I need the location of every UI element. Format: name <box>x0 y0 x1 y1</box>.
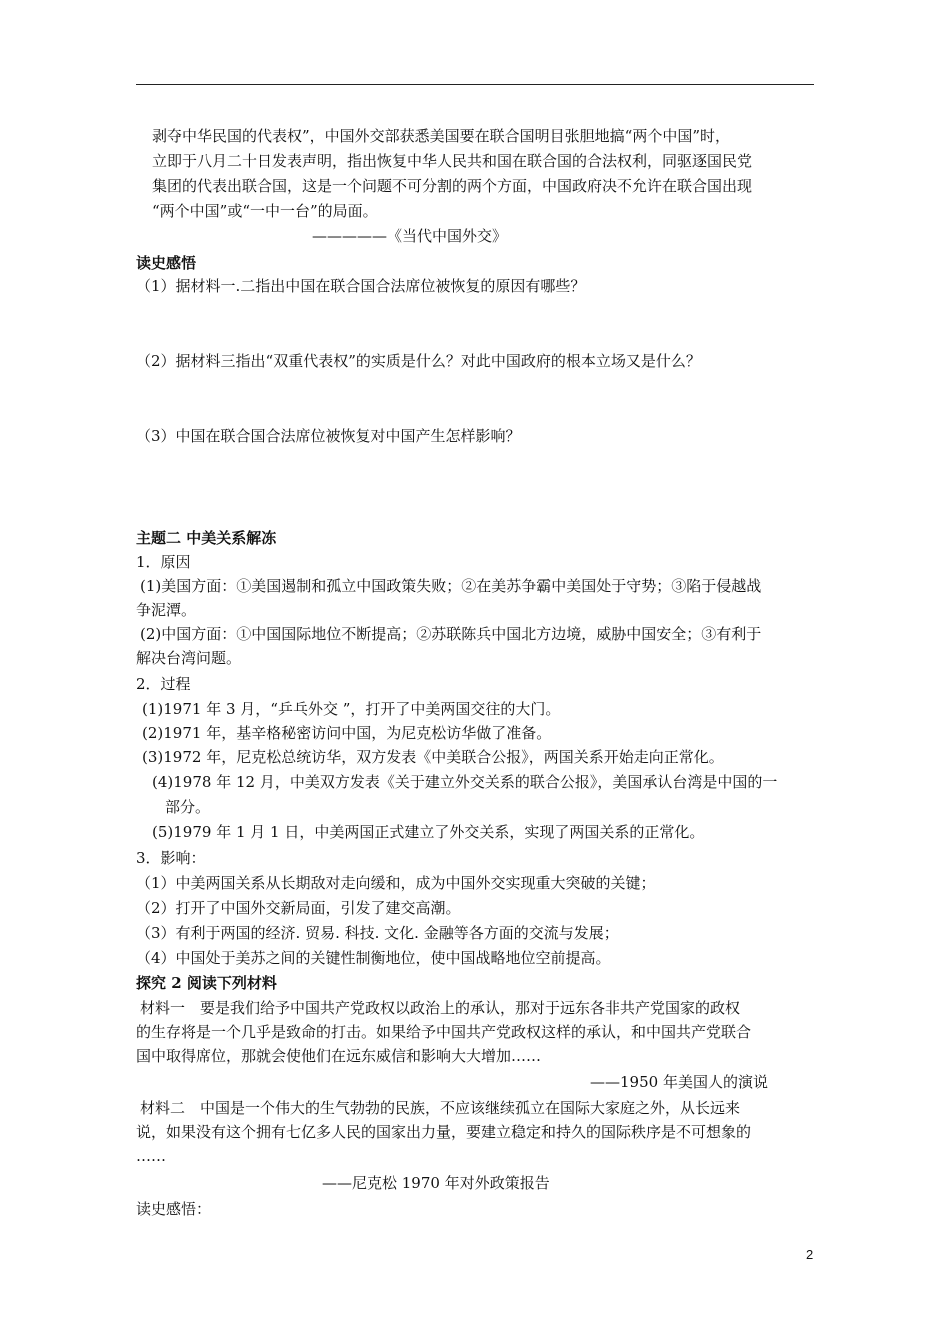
page-number: 2 <box>806 1247 814 1262</box>
process-item-4-line-2: 部分。 <box>165 798 211 816</box>
material1-source: ——1950 年美国人的演说 <box>590 1073 768 1091</box>
inquiry2-heading: 探究 2 阅读下列材料 <box>136 974 277 992</box>
process-item-2: (2)1971 年，基辛格秘密访问中国，为尼克松访华做了准备。 <box>142 724 552 742</box>
impact-item-3: （3）有利于两国的经济. 贸易. 科技. 文化. 金融等各方面的交流与发展； <box>136 924 619 942</box>
cause-2-line-2: 解决台湾问题。 <box>136 649 242 667</box>
process-title: 2．过程 <box>136 675 191 693</box>
material3-line-4: “两个中国”或“一中一台”的局面。 <box>152 202 378 220</box>
theme2-heading: 主题二 中美关系解冻 <box>136 529 277 547</box>
header-rule <box>136 84 814 85</box>
material1-line-2: 的生存将是一个几乎是致命的打击。如果给予中国共产党政权这样的承认，和中国共产党联合 <box>136 1023 752 1041</box>
material2-line-2: 说，如果没有这个拥有七亿多人民的国家出力量，要建立稳定和持久的国际秩序是不可想象的 <box>136 1123 752 1141</box>
process-item-1: (1)1971 年 3 月，“乒乓外交 ”，打开了中美两国交往的大门。 <box>142 700 561 718</box>
material2-line-3: …… <box>136 1147 166 1165</box>
process-item-3: (3)1972 年，尼克松总统访华，双方发表《中美联合公报》，两国关系开始走向正常化。 <box>142 748 724 766</box>
material3-line-1: 剥夺中华民国的代表权”，中国外交部获悉美国要在联合国明目张胆地搞“两个中国”时， <box>152 127 731 145</box>
reading1-question-3: （3）中国在联合国合法席位被恢复对中国产生怎样影响？ <box>136 427 521 445</box>
material3-line-3: 集团的代表出联合国，这是一个问题不可分割的两个方面，中国政府决不允许在联合国出现 <box>152 177 753 195</box>
reading1-question-2: （2）据材料三指出“双重代表权”的实质是什么？对此中国政府的根本立场又是什么？ <box>136 352 701 370</box>
process-item-5: (5)1979 年 1 月 1 日，中美两国正式建立了外交关系，实现了两国关系的正常化。 <box>152 823 705 841</box>
cause-title: 1．原因 <box>136 553 191 571</box>
reading1-heading: 读史感悟 <box>136 254 197 272</box>
impact-item-2: （2）打开了中国外交新局面，引发了建交高潮。 <box>136 899 461 917</box>
material3-line-2: 立即于八月二十日发表声明，指出恢复中华人民共和国在联合国的合法权利，同驱逐国民党 <box>152 152 753 170</box>
material2-source: ——尼克松 1970 年对外政策报告 <box>322 1174 550 1192</box>
process-item-4-line-1: (4)1978 年 12 月，中美双方发表《关于建立外交关系的联合公报》，美国承认台湾是中国的一 <box>152 773 778 791</box>
material1-line-1: 材料一 要是我们给予中国共产党政权以政治上的承认，那对于远东各非共产党国家的政权 <box>140 999 741 1017</box>
cause-1-line-2: 争泥潭。 <box>136 601 197 619</box>
impact-item-4: （4）中国处于美苏之间的关键性制衡地位，使中国战略地位空前提高。 <box>136 949 611 967</box>
impact-item-1: （1）中美两国关系从长期敌对走向缓和，成为中国外交实现重大突破的关键； <box>136 874 656 892</box>
reading1-question-1: （1）据材料一.二指出中国在联合国合法席位被恢复的原因有哪些？ <box>136 277 586 295</box>
cause-1-line-1: (1)美国方面：①美国遏制和孤立中国政策失败；②在美苏争霸中美国处于守势；③陷于侵越战 <box>140 577 762 595</box>
material3-source: —————《当代中国外交》 <box>312 227 508 245</box>
reading2-heading: 读史感悟： <box>136 1200 212 1218</box>
cause-2-line-1: (2)中国方面：①中国国际地位不断提高；②苏联陈兵中国北方边境，威胁中国安全；③有利于 <box>140 625 762 643</box>
material1-line-3: 国中取得席位，那就会使他们在远东威信和影响大大增加…… <box>136 1047 542 1065</box>
impact-title: 3．影响： <box>136 849 206 867</box>
material2-line-1: 材料二 中国是一个伟大的生气勃勃的民族，不应该继续孤立在国际大家庭之外，从长远来 <box>140 1099 741 1117</box>
